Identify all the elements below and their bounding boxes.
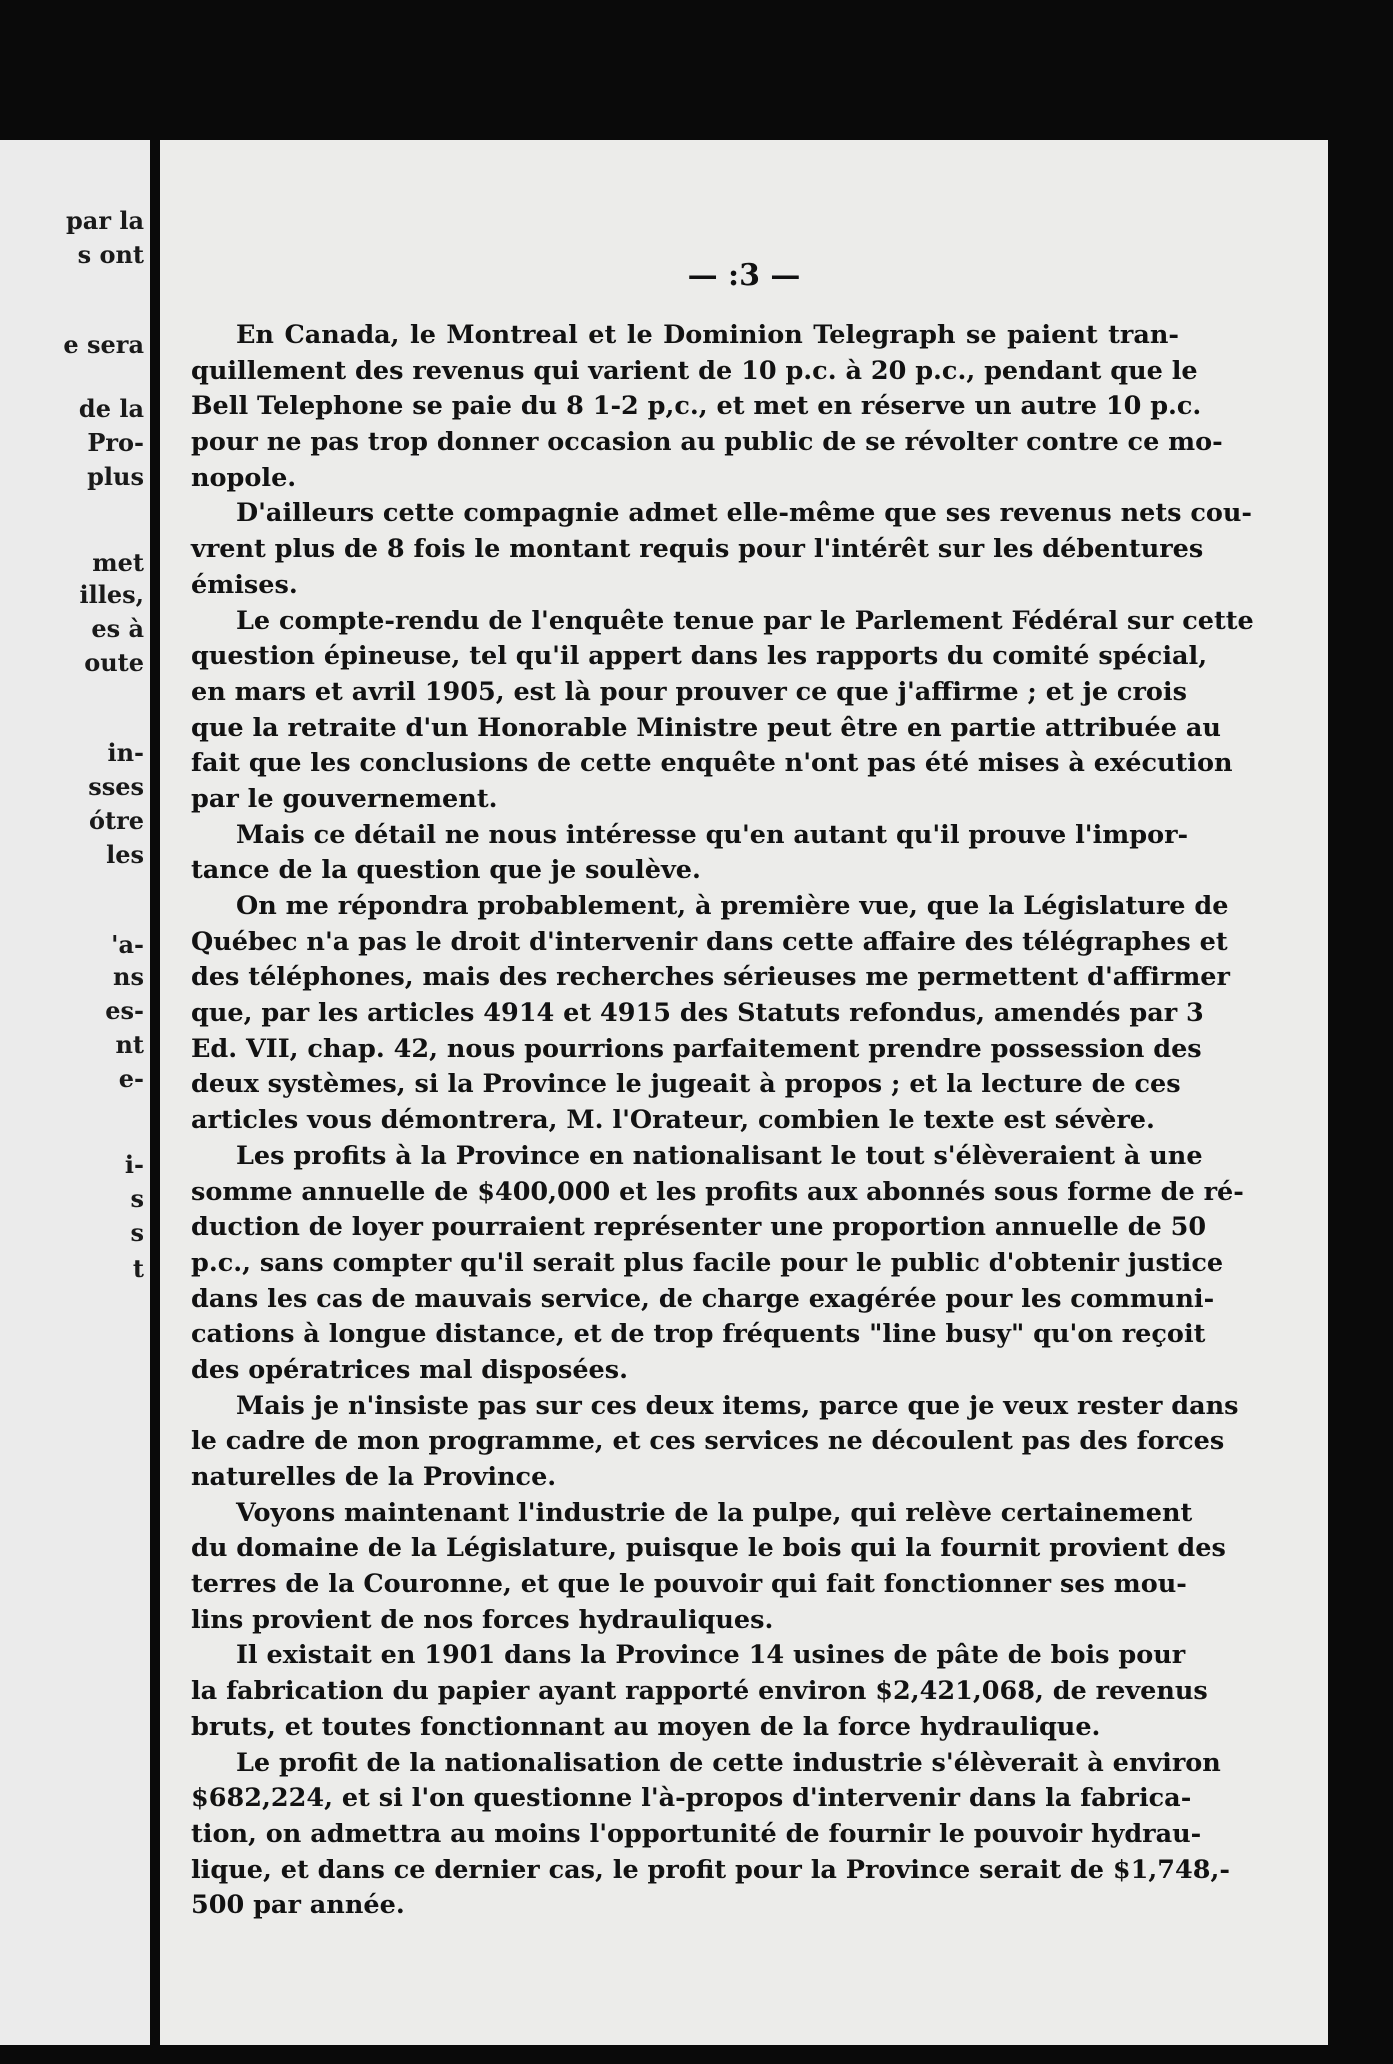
text-line: bruts, et toutes fonctionnant au moyen de la force hydraulique.	[191, 1711, 1101, 1742]
text-line: tance de la question que je soulève.	[191, 855, 701, 886]
text-line: tion, on admettra au moins l'opportunité de fournir le pouvoir hydrau-	[191, 1818, 1202, 1849]
paragraph	[191, 318, 1223, 496]
text-line: Il existait en 1901 dans la Province 14 usines de pâte de bois pour	[236, 1640, 1186, 1671]
document-page	[160, 140, 1328, 2045]
text-line: par le gouvernement.	[191, 783, 498, 814]
paragraph	[191, 889, 1230, 1139]
text-line: émises.	[191, 569, 298, 600]
paragraph	[191, 1746, 1230, 1924]
text-line: le cadre de mon programme, et ces services ne découlent pas des forces	[191, 1426, 1225, 1457]
left-page-fragment: e-	[118, 1064, 144, 1093]
text-line: quillement des revenus qui varient de 10 p.c. à 20 p.c., pendant que le	[191, 355, 1198, 386]
left-page-fragment: i-	[124, 1150, 144, 1179]
adjacent-left-page	[0, 140, 150, 2045]
text-line: lins provient de nos forces hydrauliques.	[191, 1604, 774, 1635]
text-line: lique, et dans ce dernier cas, le profit pour la Province serait de $1,748,-	[191, 1854, 1230, 1885]
left-page-fragment: oute	[84, 648, 144, 677]
left-page-fragment: par la	[66, 206, 144, 235]
text-line: des opératrices mal disposées.	[191, 1354, 629, 1385]
left-page-fragment: ótre	[88, 806, 144, 835]
left-page-fragment: t	[132, 1254, 144, 1283]
paragraph	[191, 496, 1253, 603]
text-line: Bell Telephone se paie du 8 1-2 p,c., et met en réserve un autre 10 p.c.	[191, 391, 1202, 422]
text-line: articles vous démontrera, M. l'Orateur, combien le texte est sévère.	[191, 1105, 1155, 1136]
paragraph	[191, 604, 1254, 818]
left-page-fragment: nt	[115, 1030, 144, 1059]
text-line: du domaine de la Législature, puisque le bois qui la fournit provient des	[191, 1533, 1226, 1564]
text-line: p.c., sans compter qu'il serait plus facile pour le public d'obtenir justice	[191, 1247, 1224, 1278]
left-page-fragment: les	[106, 840, 144, 869]
left-page-fragment: illes,	[79, 580, 144, 609]
text-line: la fabrication du papier ayant rapporté environ $2,421,068, de revenus	[191, 1676, 1208, 1707]
left-page-fragment: es-	[105, 996, 144, 1025]
text-line: naturelles de la Province.	[191, 1462, 557, 1492]
book-spine-shadow	[150, 140, 160, 2045]
text-line: En Canada, le Montreal et le Dominion Telegraph se paient tran-	[236, 320, 1179, 350]
left-page-fragment: e sera	[63, 330, 144, 359]
left-page-fragment: s ont	[77, 240, 144, 269]
text-line: Ed. VII, chap. 42, nous pourrions parfaitement prendre possession des	[191, 1033, 1202, 1064]
text-line: Québec n'a pas le droit d'intervenir dans cette affaire des télégraphes et	[191, 926, 1228, 957]
paragraph	[191, 1638, 1208, 1745]
text-line: question épineuse, tel qu'il appert dans les rapports du comité spécial,	[191, 641, 1208, 672]
text-line: dans les cas de mauvais service, de charge exagérée pour les communi-	[191, 1283, 1215, 1314]
text-line: Voyons maintenant l'industrie de la pulpe, qui relève certainement	[236, 1497, 1193, 1528]
text-line: $682,224, et si l'on questionne l'à-propos d'intervenir dans la fabrica-	[191, 1783, 1192, 1814]
text-line: Le profit de la nationalisation de cette industrie s'élèverait à environ	[236, 1747, 1221, 1778]
paragraph	[191, 1389, 1239, 1496]
paragraph	[191, 1139, 1244, 1389]
left-page-fragment: s	[130, 1184, 144, 1213]
left-page-fragment: s	[130, 1218, 144, 1247]
left-page-fragment: sses	[88, 772, 144, 801]
paragraph	[191, 818, 1189, 889]
text-line: cations à longue distance, et de trop fréquents "line busy" qu'on reçoit	[191, 1319, 1206, 1350]
text-line: terres de la Couronne, et que le pouvoir qui fait fonctionner ses mou-	[191, 1569, 1187, 1600]
text-line: que la retraite d'un Honorable Ministre peut être en partie attribuée au	[191, 712, 1221, 743]
text-line: duction de loyer pourraient représenter une proportion annuelle de 50	[191, 1212, 1207, 1243]
text-line: D'ailleurs cette compagnie admet elle-même que ses revenus nets cou-	[236, 498, 1253, 529]
text-line: 500 par année.	[191, 1890, 405, 1921]
left-page-fragment: es à	[91, 614, 144, 643]
page-body	[191, 318, 1254, 1924]
text-line: Les profits à la Province en nationalisant le tout s'élèveraient à une	[236, 1140, 1203, 1171]
left-page-fragment: Pro-	[87, 428, 144, 457]
text-line: Mais ce détail ne nous intéresse qu'en autant qu'il prouve l'impor-	[236, 819, 1189, 850]
text-line: pour ne pas trop donner occasion au public de se révolter contre ce mo-	[191, 427, 1223, 458]
text-line: deux systèmes, si la Province le jugeait à propos ; et la lecture de ces	[191, 1069, 1181, 1100]
text-line: en mars et avril 1905, est là pour prouver ce que j'affirme ; et je crois	[191, 676, 1187, 707]
left-page-fragment: in-	[107, 738, 144, 767]
left-page-fragment: 'a-	[111, 930, 144, 959]
text-line: Le compte-rendu de l'enquête tenue par le Parlement Fédéral sur cette	[236, 605, 1254, 636]
left-page-fragment: de la	[78, 394, 144, 423]
text-line: On me répondra probablement, à première vue, que la Législature de	[236, 891, 1229, 921]
text-line: vrent plus de 8 fois le montant requis pour l'intérêt sur les débentures	[191, 534, 1204, 565]
text-line: fait que les conclusions de cette enquête n'ont pas été mises à exécution	[191, 748, 1233, 779]
left-page-fragment: met	[92, 548, 144, 577]
left-page-fragment: plus	[87, 462, 144, 491]
text-line: Mais je n'insiste pas sur ces deux items, parce que je veux rester dans	[236, 1390, 1239, 1421]
paragraph	[191, 1496, 1226, 1639]
text-line: somme annuelle de $400,000 et les profits aux abonnés sous forme de ré-	[191, 1176, 1244, 1207]
left-page-fragment: ns	[113, 962, 144, 991]
page-number: — :3 —	[687, 258, 801, 293]
text-line: des téléphones, mais des recherches sérieuses me permettent d'affirmer	[191, 962, 1230, 993]
text-line: que, par les articles 4914 et 4915 des Statuts refondus, amendés par 3	[191, 998, 1204, 1029]
text-line: nopole.	[191, 462, 297, 493]
